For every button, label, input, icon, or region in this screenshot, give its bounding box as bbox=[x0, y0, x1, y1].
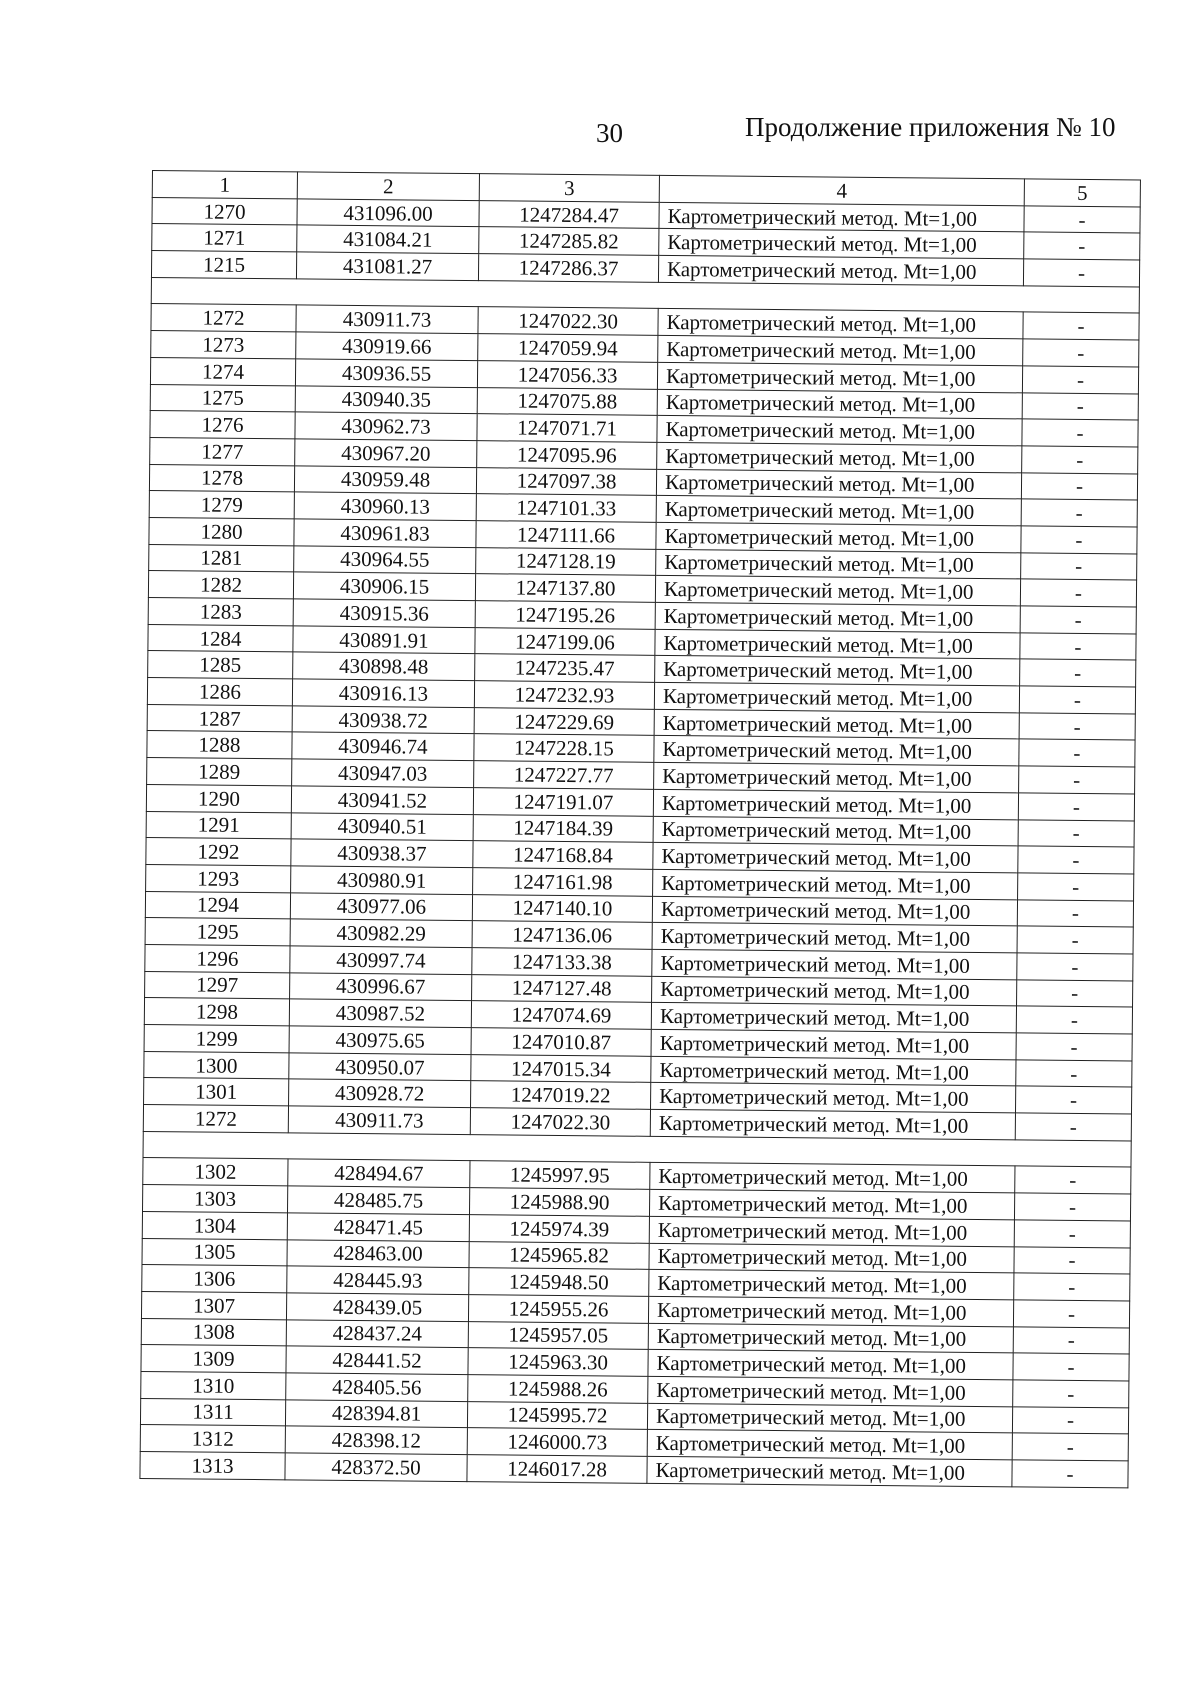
point-number-cell: 1272 bbox=[143, 1105, 288, 1133]
point-number-cell: 1292 bbox=[146, 838, 291, 866]
point-number-cell: 1272 bbox=[151, 304, 296, 332]
method-cell: Картометрический метод. Mt=1,00 bbox=[657, 416, 1022, 446]
y-coordinate-cell: 1247195.26 bbox=[475, 601, 655, 629]
x-coordinate-cell: 428471.45 bbox=[287, 1213, 469, 1241]
method-cell: Картометрический метод. Mt=1,00 bbox=[648, 1350, 1013, 1380]
x-coordinate-cell: 428494.67 bbox=[288, 1159, 470, 1187]
note-cell: - bbox=[1016, 1006, 1132, 1034]
note-cell: - bbox=[1013, 1380, 1129, 1408]
method-cell: Картометрический метод. Mt=1,00 bbox=[648, 1376, 1013, 1406]
point-number-cell: 1309 bbox=[141, 1345, 286, 1373]
y-coordinate-cell: 1245957.05 bbox=[468, 1321, 648, 1349]
y-coordinate-cell: 1247127.48 bbox=[472, 974, 652, 1002]
y-coordinate-cell: 1247286.37 bbox=[478, 254, 658, 282]
note-cell: - bbox=[1019, 686, 1135, 714]
point-number-cell: 1271 bbox=[152, 224, 297, 252]
method-cell: Картометрический метод. Mt=1,00 bbox=[648, 1296, 1013, 1326]
point-number-cell: 1297 bbox=[145, 971, 290, 999]
method-cell: Картометрический метод. Mt=1,00 bbox=[651, 1083, 1016, 1113]
note-cell: - bbox=[1022, 419, 1138, 447]
note-cell: - bbox=[1018, 846, 1134, 874]
point-number-cell: 1281 bbox=[149, 544, 294, 572]
y-coordinate-cell: 1246017.28 bbox=[467, 1455, 647, 1483]
note-cell: - bbox=[1021, 526, 1137, 554]
note-cell: - bbox=[1021, 472, 1137, 500]
point-number-cell: 1276 bbox=[150, 411, 295, 439]
point-number-cell: 1279 bbox=[149, 491, 294, 519]
method-cell: Картометрический метод. Mt=1,00 bbox=[654, 736, 1019, 766]
note-cell: - bbox=[1023, 259, 1139, 287]
y-coordinate-cell: 1245965.82 bbox=[469, 1241, 649, 1269]
point-number-cell: 1305 bbox=[142, 1238, 287, 1266]
method-cell: Картометрический метод. Mt=1,00 bbox=[654, 762, 1019, 792]
page-caption: Продолжение приложения № 10 bbox=[745, 112, 1116, 142]
note-cell: - bbox=[1022, 366, 1138, 394]
x-coordinate-cell: 430911.73 bbox=[288, 1106, 470, 1134]
point-number-cell: 1273 bbox=[151, 331, 296, 359]
note-cell: - bbox=[1014, 1273, 1130, 1301]
y-coordinate-cell: 1247232.93 bbox=[474, 681, 654, 709]
method-cell: Картометрический метод. Mt=1,00 bbox=[655, 576, 1020, 606]
method-cell: Картометрический метод. Mt=1,00 bbox=[651, 1056, 1016, 1086]
x-coordinate-cell: 431084.21 bbox=[297, 225, 479, 253]
method-cell: Картометрический метод. Mt=1,00 bbox=[654, 709, 1019, 739]
method-cell: Картометрический метод. Mt=1,00 bbox=[647, 1430, 1012, 1460]
x-coordinate-cell: 430980.91 bbox=[291, 866, 473, 894]
table-body bbox=[140, 171, 1141, 1488]
y-coordinate-cell: 1247128.19 bbox=[476, 547, 656, 575]
y-coordinate-cell: 1247229.69 bbox=[474, 707, 654, 735]
point-number-cell: 1284 bbox=[148, 624, 293, 652]
x-coordinate-cell: 430915.36 bbox=[293, 599, 475, 627]
x-coordinate-cell: 430898.48 bbox=[293, 652, 475, 680]
y-coordinate-cell: 1245988.26 bbox=[468, 1375, 648, 1403]
method-cell: Картометрический метод. Mt=1,00 bbox=[652, 923, 1017, 953]
point-number-cell: 1299 bbox=[144, 1024, 289, 1052]
y-coordinate-cell: 1245955.26 bbox=[468, 1294, 648, 1322]
y-coordinate-cell: 1247022.30 bbox=[470, 1108, 650, 1136]
y-coordinate-cell: 1247133.38 bbox=[472, 948, 652, 976]
y-coordinate-cell: 1247059.94 bbox=[478, 334, 658, 362]
x-coordinate-cell: 428441.52 bbox=[286, 1346, 468, 1374]
column-header: 3 bbox=[479, 174, 659, 202]
point-number-cell: 1294 bbox=[145, 891, 290, 919]
point-number-cell: 1313 bbox=[140, 1451, 285, 1479]
y-coordinate-cell: 1247161.98 bbox=[473, 867, 653, 895]
note-cell: - bbox=[1022, 446, 1138, 474]
coordinates-table-container bbox=[139, 170, 1140, 1488]
note-cell: - bbox=[1019, 739, 1135, 767]
x-coordinate-cell: 431081.27 bbox=[296, 252, 478, 280]
method-cell: Картометрический метод. Mt=1,00 bbox=[655, 656, 1020, 686]
y-coordinate-cell: 1247235.47 bbox=[475, 654, 655, 682]
x-coordinate-cell: 430977.06 bbox=[290, 892, 472, 920]
point-number-cell: 1295 bbox=[145, 918, 290, 946]
method-cell: Картометрический метод. Mt=1,00 bbox=[651, 1029, 1016, 1059]
method-cell: Картометрический метод. Mt=1,00 bbox=[657, 362, 1022, 392]
point-number-cell: 1298 bbox=[144, 998, 289, 1026]
note-cell: - bbox=[1024, 206, 1140, 234]
y-coordinate-cell: 1247168.84 bbox=[473, 841, 653, 869]
x-coordinate-cell: 430996.67 bbox=[290, 972, 472, 1000]
x-coordinate-cell: 430936.55 bbox=[295, 359, 477, 387]
method-cell: Картометрический метод. Mt=1,00 bbox=[649, 1243, 1014, 1273]
method-cell: Картометрический метод. Mt=1,00 bbox=[655, 602, 1020, 632]
method-cell: Картометрический метод. Mt=1,00 bbox=[656, 549, 1021, 579]
x-coordinate-cell: 430960.13 bbox=[294, 492, 476, 520]
point-number-cell: 1285 bbox=[148, 651, 293, 679]
method-cell: Картометрический метод. Mt=1,00 bbox=[653, 789, 1018, 819]
point-number-cell: 1306 bbox=[142, 1265, 287, 1293]
note-cell: - bbox=[1014, 1220, 1130, 1248]
note-cell: - bbox=[1015, 1166, 1131, 1194]
point-number-cell: 1308 bbox=[141, 1318, 286, 1346]
method-cell: Картометрический метод. Mt=1,00 bbox=[649, 1216, 1014, 1246]
y-coordinate-cell: 1247010.87 bbox=[471, 1028, 651, 1056]
method-cell: Картометрический метод. Mt=1,00 bbox=[653, 843, 1018, 873]
point-number-cell: 1304 bbox=[142, 1211, 287, 1239]
y-coordinate-cell: 1247056.33 bbox=[477, 360, 657, 388]
note-cell: - bbox=[1016, 1060, 1132, 1088]
method-cell: Картометрический метод. Mt=1,00 bbox=[658, 255, 1023, 285]
x-coordinate-cell: 430919.66 bbox=[296, 332, 478, 360]
y-coordinate-cell: 1245995.72 bbox=[467, 1401, 647, 1429]
point-number-cell: 1277 bbox=[150, 437, 295, 465]
point-number-cell: 1307 bbox=[141, 1291, 286, 1319]
y-coordinate-cell: 1247095.96 bbox=[477, 441, 657, 469]
note-cell: - bbox=[1020, 579, 1136, 607]
y-coordinate-cell: 1247097.38 bbox=[476, 467, 656, 495]
y-coordinate-cell: 1247199.06 bbox=[475, 627, 655, 655]
note-cell: - bbox=[1014, 1246, 1130, 1274]
point-number-cell: 1274 bbox=[150, 357, 295, 385]
y-coordinate-cell: 1247101.33 bbox=[476, 494, 656, 522]
method-cell: Картометрический метод. Mt=1,00 bbox=[659, 202, 1024, 232]
y-coordinate-cell: 1247111.66 bbox=[476, 521, 656, 549]
page-number: 30 bbox=[596, 118, 623, 148]
x-coordinate-cell: 430964.55 bbox=[294, 546, 476, 574]
point-number-cell: 1291 bbox=[146, 811, 291, 839]
x-coordinate-cell: 431096.00 bbox=[297, 199, 479, 227]
note-cell: - bbox=[1018, 873, 1134, 901]
y-coordinate-cell: 1247071.71 bbox=[477, 414, 657, 442]
y-coordinate-cell: 1247227.77 bbox=[474, 761, 654, 789]
point-number-cell: 1311 bbox=[140, 1398, 285, 1426]
method-cell: Картометрический метод. Mt=1,00 bbox=[655, 629, 1020, 659]
x-coordinate-cell: 430997.74 bbox=[290, 946, 472, 974]
note-cell: - bbox=[1021, 499, 1137, 527]
column-header: 4 bbox=[659, 175, 1024, 205]
x-coordinate-cell: 430959.48 bbox=[294, 465, 476, 493]
note-cell: - bbox=[1014, 1193, 1130, 1221]
x-coordinate-cell: 430941.52 bbox=[291, 786, 473, 814]
y-coordinate-cell: 1245963.30 bbox=[468, 1348, 648, 1376]
x-coordinate-cell: 430940.35 bbox=[295, 385, 477, 413]
point-number-cell: 1275 bbox=[150, 384, 295, 412]
y-coordinate-cell: 1247136.06 bbox=[472, 921, 652, 949]
note-cell: - bbox=[1020, 606, 1136, 634]
point-number-cell: 1286 bbox=[147, 678, 292, 706]
x-coordinate-cell: 428394.81 bbox=[285, 1399, 467, 1427]
note-cell: - bbox=[1019, 713, 1135, 741]
note-cell: - bbox=[1012, 1433, 1128, 1461]
method-cell: Картометрический метод. Mt=1,00 bbox=[656, 522, 1021, 552]
note-cell: - bbox=[1015, 1086, 1131, 1114]
note-cell: - bbox=[1017, 926, 1133, 954]
y-coordinate-cell: 1247184.39 bbox=[473, 814, 653, 842]
note-cell: - bbox=[1013, 1326, 1129, 1354]
x-coordinate-cell: 430947.03 bbox=[292, 759, 474, 787]
x-coordinate-cell: 430975.65 bbox=[289, 1026, 471, 1054]
y-coordinate-cell: 1246000.73 bbox=[467, 1428, 647, 1456]
method-cell: Картометрический метод. Mt=1,00 bbox=[653, 869, 1018, 899]
note-cell: - bbox=[1017, 953, 1133, 981]
method-cell: Картометрический метод. Mt=1,00 bbox=[650, 1163, 1015, 1193]
point-number-cell: 1287 bbox=[147, 704, 292, 732]
x-coordinate-cell: 430987.52 bbox=[289, 999, 471, 1027]
x-coordinate-cell: 430982.29 bbox=[290, 919, 472, 947]
point-number-cell: 1300 bbox=[144, 1051, 289, 1079]
column-header: 2 bbox=[297, 172, 479, 200]
x-coordinate-cell: 430962.73 bbox=[295, 412, 477, 440]
point-number-cell: 1282 bbox=[148, 571, 293, 599]
method-cell: Картометрический метод. Mt=1,00 bbox=[656, 469, 1021, 499]
note-cell: - bbox=[1020, 659, 1136, 687]
note-cell: - bbox=[1015, 1113, 1131, 1141]
x-coordinate-cell: 430967.20 bbox=[295, 439, 477, 467]
note-cell: - bbox=[1023, 339, 1139, 367]
x-coordinate-cell: 430961.83 bbox=[294, 519, 476, 547]
point-number-cell: 1280 bbox=[149, 517, 294, 545]
y-coordinate-cell: 1247074.69 bbox=[471, 1001, 651, 1029]
column-header: 5 bbox=[1024, 179, 1140, 207]
x-coordinate-cell: 430950.07 bbox=[289, 1053, 471, 1081]
method-cell: Картометрический метод. Mt=1,00 bbox=[653, 816, 1018, 846]
y-coordinate-cell: 1247022.30 bbox=[478, 307, 658, 335]
method-cell: Картометрический метод. Mt=1,00 bbox=[652, 976, 1017, 1006]
method-cell: Картометрический метод. Mt=1,00 bbox=[649, 1270, 1014, 1300]
method-cell: Картометрический метод. Mt=1,00 bbox=[658, 335, 1023, 365]
note-cell: - bbox=[1019, 766, 1135, 794]
point-number-cell: 1312 bbox=[140, 1425, 285, 1453]
point-number-cell: 1293 bbox=[146, 864, 291, 892]
note-cell: - bbox=[1016, 1033, 1132, 1061]
method-cell: Картометрический метод. Mt=1,00 bbox=[654, 682, 1019, 712]
x-coordinate-cell: 428445.93 bbox=[287, 1266, 469, 1294]
method-cell: Картометрический метод. Mt=1,00 bbox=[659, 229, 1024, 259]
method-cell: Картометрический метод. Mt=1,00 bbox=[649, 1189, 1014, 1219]
point-number-cell: 1303 bbox=[143, 1185, 288, 1213]
x-coordinate-cell: 428372.50 bbox=[285, 1453, 467, 1481]
point-number-cell: 1288 bbox=[147, 731, 292, 759]
point-number-cell: 1301 bbox=[144, 1078, 289, 1106]
point-number-cell: 1302 bbox=[143, 1158, 288, 1186]
y-coordinate-cell: 1247140.10 bbox=[472, 894, 652, 922]
column-header: 1 bbox=[152, 171, 297, 199]
note-cell: - bbox=[1012, 1460, 1128, 1488]
x-coordinate-cell: 428485.75 bbox=[287, 1186, 469, 1214]
y-coordinate-cell: 1247284.47 bbox=[479, 200, 659, 228]
note-cell: - bbox=[1018, 819, 1134, 847]
note-cell: - bbox=[1024, 232, 1140, 260]
x-coordinate-cell: 430911.73 bbox=[296, 305, 478, 333]
y-coordinate-cell: 1247137.80 bbox=[475, 574, 655, 602]
x-coordinate-cell: 430938.37 bbox=[291, 839, 473, 867]
point-number-cell: 1278 bbox=[149, 464, 294, 492]
y-coordinate-cell: 1245974.39 bbox=[469, 1214, 649, 1242]
note-cell: - bbox=[1013, 1353, 1129, 1381]
x-coordinate-cell: 430906.15 bbox=[293, 572, 475, 600]
point-number-cell: 1296 bbox=[145, 944, 290, 972]
y-coordinate-cell: 1247075.88 bbox=[477, 387, 657, 415]
x-coordinate-cell: 430916.13 bbox=[292, 679, 474, 707]
y-coordinate-cell: 1247228.15 bbox=[474, 734, 654, 762]
y-coordinate-cell: 1245997.95 bbox=[470, 1161, 650, 1189]
note-cell: - bbox=[1017, 979, 1133, 1007]
x-coordinate-cell: 428439.05 bbox=[286, 1293, 468, 1321]
point-number-cell: 1290 bbox=[146, 784, 291, 812]
x-coordinate-cell: 428437.24 bbox=[286, 1319, 468, 1347]
method-cell: Картометрический метод. Mt=1,00 bbox=[648, 1323, 1013, 1353]
method-cell: Картометрический метод. Mt=1,00 bbox=[651, 1003, 1016, 1033]
x-coordinate-cell: 430891.91 bbox=[293, 626, 475, 654]
note-cell: - bbox=[1017, 899, 1133, 927]
note-cell: - bbox=[1012, 1406, 1128, 1434]
note-cell: - bbox=[1021, 552, 1137, 580]
note-cell: - bbox=[1022, 392, 1138, 420]
point-number-cell: 1215 bbox=[151, 251, 296, 279]
method-cell: Картометрический метод. Mt=1,00 bbox=[647, 1403, 1012, 1433]
y-coordinate-cell: 1247285.82 bbox=[479, 227, 659, 255]
note-cell: - bbox=[1018, 793, 1134, 821]
coordinates-table bbox=[139, 170, 1141, 1488]
y-coordinate-cell: 1247015.34 bbox=[471, 1054, 651, 1082]
method-cell: Картометрический метод. Mt=1,00 bbox=[657, 389, 1022, 419]
method-cell: Картометрический метод. Mt=1,00 bbox=[656, 496, 1021, 526]
x-coordinate-cell: 430928.72 bbox=[289, 1079, 471, 1107]
x-coordinate-cell: 428463.00 bbox=[287, 1239, 469, 1267]
x-coordinate-cell: 430946.74 bbox=[292, 732, 474, 760]
y-coordinate-cell: 1247191.07 bbox=[473, 787, 653, 815]
point-number-cell: 1283 bbox=[148, 597, 293, 625]
method-cell: Картометрический метод. Mt=1,00 bbox=[650, 1109, 1015, 1139]
x-coordinate-cell: 428405.56 bbox=[286, 1373, 468, 1401]
x-coordinate-cell: 430940.51 bbox=[291, 812, 473, 840]
y-coordinate-cell: 1245988.90 bbox=[469, 1188, 649, 1216]
point-number-cell: 1289 bbox=[147, 758, 292, 786]
method-cell: Картометрический метод. Mt=1,00 bbox=[658, 309, 1023, 339]
x-coordinate-cell: 430938.72 bbox=[292, 706, 474, 734]
method-cell: Картометрический метод. Mt=1,00 bbox=[657, 442, 1022, 472]
method-cell: Картометрический метод. Mt=1,00 bbox=[652, 896, 1017, 926]
note-cell: - bbox=[1013, 1300, 1129, 1328]
note-cell: - bbox=[1020, 633, 1136, 661]
x-coordinate-cell: 428398.12 bbox=[285, 1426, 467, 1454]
point-number-cell: 1310 bbox=[141, 1371, 286, 1399]
note-cell: - bbox=[1023, 312, 1139, 340]
point-number-cell: 1270 bbox=[152, 197, 297, 225]
y-coordinate-cell: 1245948.50 bbox=[469, 1268, 649, 1296]
method-cell: Картометрический метод. Mt=1,00 bbox=[652, 949, 1017, 979]
y-coordinate-cell: 1247019.22 bbox=[471, 1081, 651, 1109]
method-cell: Картометрический метод. Mt=1,00 bbox=[647, 1456, 1012, 1486]
